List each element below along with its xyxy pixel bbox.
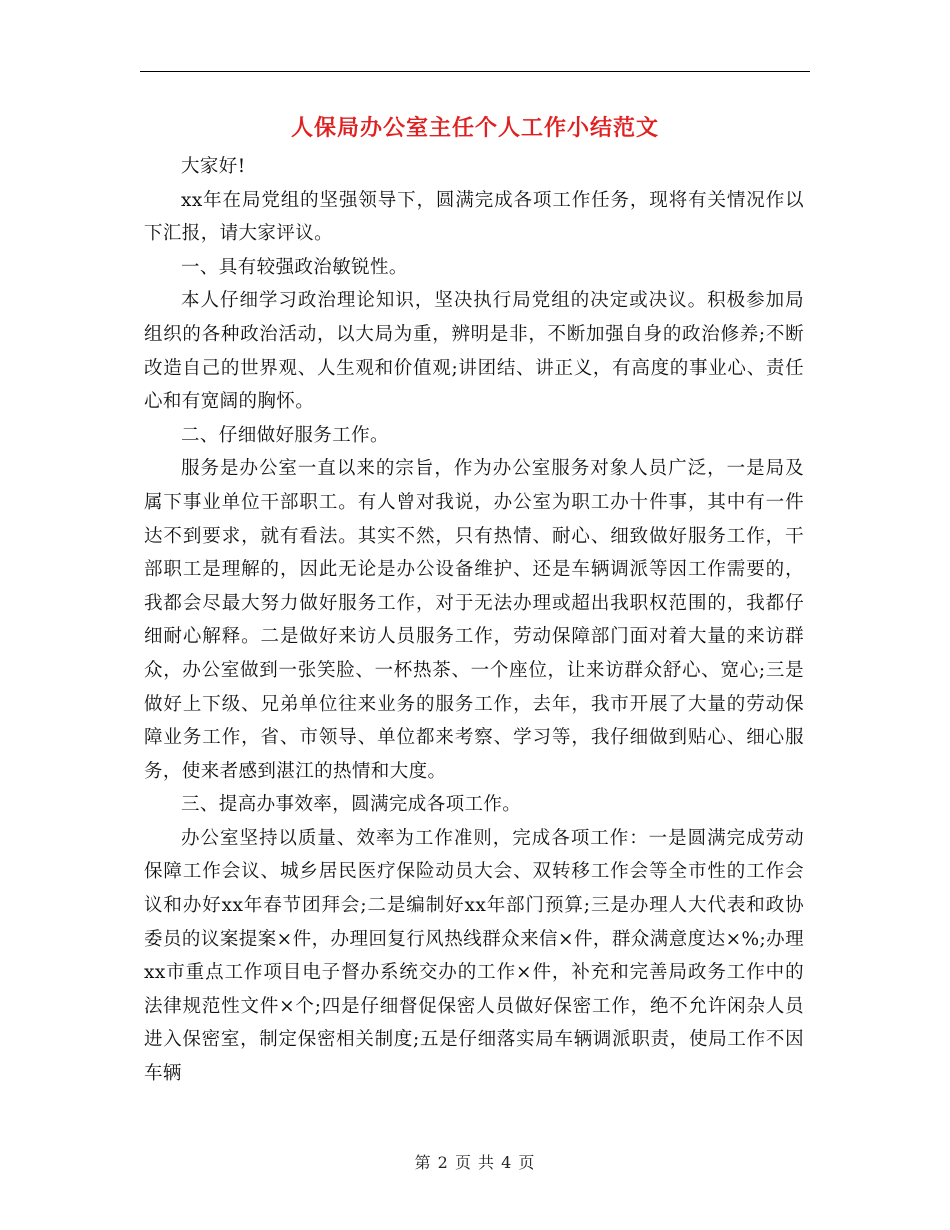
greeting-paragraph: 大家好! [181,156,246,177]
body-paragraph: 办公室坚持以质量、效率为工作准则，完成各项工作：一是圆满完成劳动保障工作会议、城乡居民医疗保险动员大会、双转移工作会等全市性的工作会议和办好xx年春节团拜会;二是编制好xx年部门预算;三是办理人大代表和政协委员的议案提案×件，办理回复行风热线群众来信×件，群众满意度达×%;办理xx市重点工作项目电子督办系统交办的工作×件，补充和完善局政务工作中的法律规范性文件×个;四是仔细督促保密人员做好保密工作，绝不允许闲杂人员进入保密室，制定保密相关制度;五是仔细落实局车辆调派职责，使局工作不因车辆 [144,827,804,1085]
section-heading-2: 二、仔细做好服务工作。 [181,424,389,446]
document-title: 人保局办公室主任个人工作小结范文 [290,115,659,141]
document-body [144,150,804,1091]
intro-paragraph: xx年在局党组的坚强领导下，圆满完成各项工作任务，现将有关情况作以下汇报，请大家评议。 [144,189,804,245]
header-rule [140,71,810,72]
page-number: 第 2 页 共 4 页 [414,1153,536,1172]
body-paragraph: 服务是办公室一直以来的宗旨，作为办公室服务对象人员广泛，一是局及属下事业单位干部职工。有人曾对我说，办公室为职工办十件事，其中有一件达不到要求，就有看法。其实不然，只有热情、耐心、细致做好服务工作，干部职工是理解的，因此无论是办公设备维护、还是车辆调派等因工作需要的，我都会尽最大努力做好服务工作，对于无法办理或超出我职权范围的，我都仔细耐心解释。二是做好来访人员服务工作，劳动保障部门面对着大量的来访群众，办公室做到一张笑脸、一杯热茶、一个座位，让来访群众舒心、宽心;三是做好上下级、兄弟单位往来业务的服务工作，去年，我市开展了大量的劳动保障业务工作，省、市领导、单位都来考察、学习等，我仔细做到贴心、细心服务，使来者感到湛江的热情和大度。 [144,458,804,782]
section-heading-1: 一、具有较强政治敏锐性。 [181,256,408,278]
body-paragraph: 本人仔细学习政治理论知识，坚决执行局党组的决定或决议。积极参加局组织的各种政治活动，以大局为重，辨明是非，不断加强自身的政治修养;不断改造自己的世界观、人生观和价值观;讲团结、讲正义，有高度的事业心、责任心和有宽阔的胸怀。 [144,290,804,413]
section-heading-3: 三、提高办事效率，圆满完成各项工作。 [181,794,522,816]
